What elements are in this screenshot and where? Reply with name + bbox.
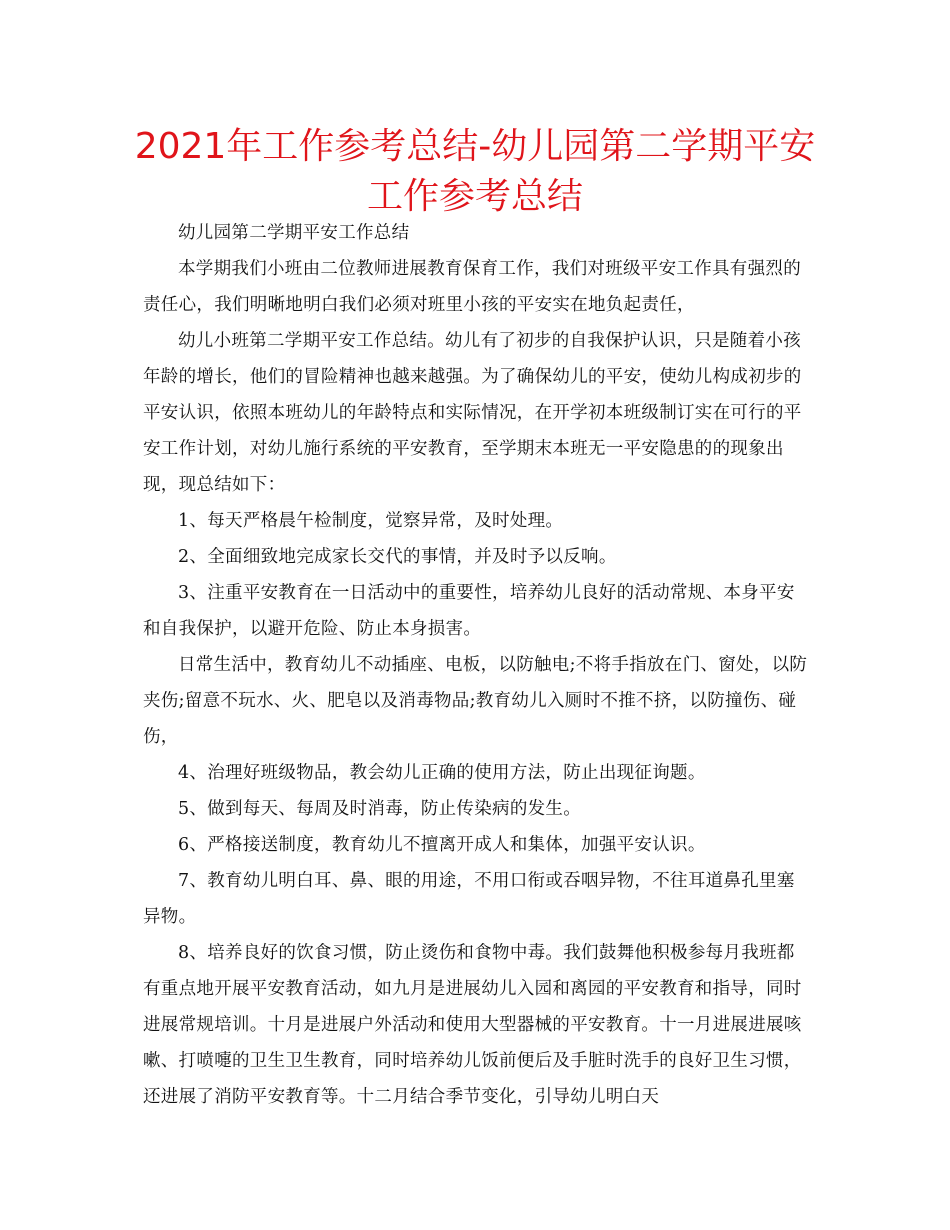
paragraph: 5、做到每天、每周及时消毒，防止传染病的发生。 [178,799,582,819]
paragraph: 日常生活中，教育幼儿不动插座、电板，以防触电;不将手指放在门、窗处，以防夹伤;留意不玩水、火、肥皂以及消毒物品;教育幼儿入厕时不推不挤，以防撞伤、碰伤， [143,655,808,747]
paragraph: 7、教育幼儿明白耳、鼻、眼的用途，不用口衔或吞咽异物，不往耳道鼻孔里塞异物。 [143,871,795,927]
document-body [143,215,809,1115]
paragraph: 2、全面细致地完成家长交代的事情，并及时予以反响。 [178,547,617,567]
paragraph: 幼儿园第二学期平安工作总结 [178,223,410,243]
paragraph: 幼儿小班第二学期平安工作总结。幼儿有了初步的自我保护认识，只是随着小孩年龄的增长，他们的冒险精神也越来越强。为了确保幼儿的平安，使幼儿构成初步的平安认识，依照本班幼儿的年龄特点和实际情况，在开学初本班级制订实在可行的平安工作计划，对幼儿施行系统的平安教育，至学期末本班无一平安隐患的的现象出现，现总结如下： [143,331,802,495]
paragraph: 6、严格接送制度，教育幼儿不擅离开成人和集体，加强平安认识。 [178,835,706,855]
document-title: 2021年工作参考总结-幼儿园第二学期平安工作参考总结 [134,126,816,217]
paragraph: 8、培养良好的饮食习惯，防止烫伤和食物中毒。我们鼓舞他积极参每月我班都有重点地开展平安教育活动，如九月是进展幼儿入园和离园的平安教育和指导，同时进展常规培训。十月是进展户外活动和使用大型器械的平安教育。十一月进展进展咳嗽、打喷嚏的卫生卫生教育，同时培养幼儿饭前便后及手脏时洗手的良好卫生习惯，还进展了消防平安教育等。十二月结合季节变化，引导幼儿明白天 [143,943,802,1107]
paragraph: 本学期我们小班由二位教师进展教育保育工作，我们对班级平安工作具有强烈的责任心，我们明晰地明白我们必须对班里小孩的平安实在地负起责任， [143,259,801,315]
paragraph: 3、注重平安教育在一日活动中的重要性，培养幼儿良好的活动常规、本身平安和自我保护，以避开危险、防止本身损害。 [143,583,795,639]
paragraph: 1、每天严格晨午检制度，觉察异常，及时处理。 [178,511,564,531]
paragraph: 4、治理好班级物品，教会幼儿正确的使用方法，防止出现征询题。 [178,763,706,783]
